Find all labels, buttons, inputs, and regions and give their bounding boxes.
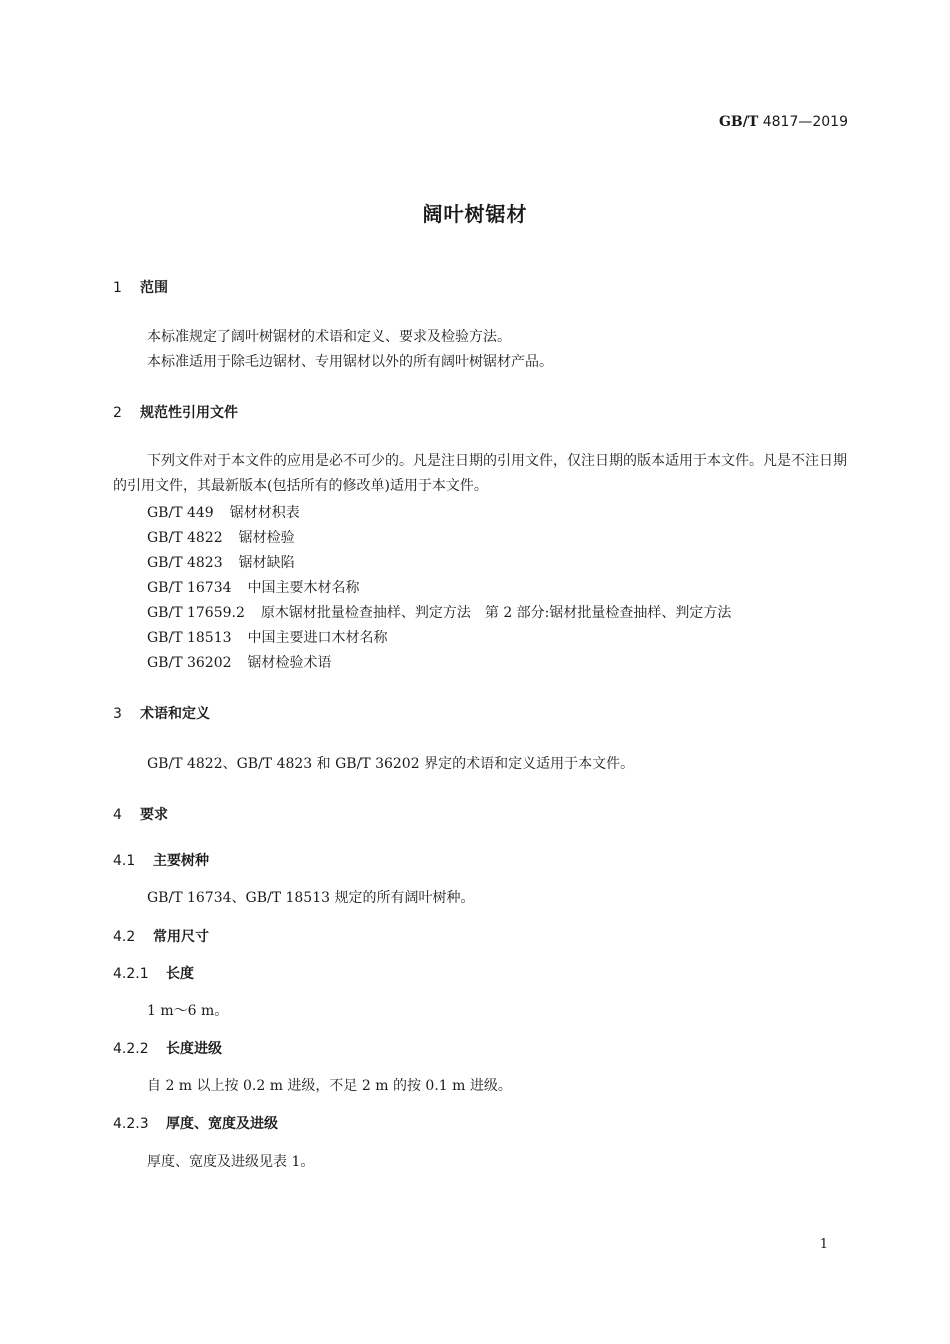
reference-item: [147, 602, 731, 622]
subsection-4-2-heading: [113, 926, 209, 946]
reference-code: GB/T 449: [147, 505, 214, 521]
reference-item: [147, 652, 332, 672]
reference-title: 中国主要进口木材名称: [247, 630, 388, 646]
paragraph: 厚度、宽度及进级见表 1。: [147, 1154, 315, 1170]
paragraph: 本标准规定了阔叶树锯材的术语和定义、要求及检验方法。: [147, 329, 511, 345]
paragraph: GB/T 16734、GB/T 18513 规定的所有阔叶树种。: [147, 890, 475, 906]
reference-item: [147, 577, 360, 597]
reference-title: 锯材检验术语: [247, 655, 332, 671]
section-number: 4.2.3: [113, 1116, 149, 1132]
reference-title: 锯材缺陷: [238, 555, 295, 571]
subsection-4-2-1-heading: [113, 963, 194, 983]
section-3-heading: [113, 703, 210, 723]
reference-item: [147, 552, 295, 572]
standard-prefix: GB/T: [718, 114, 759, 130]
section-2-heading: [113, 402, 238, 422]
section-number: 4.2.2: [113, 1041, 149, 1057]
standard-code: [600, 114, 848, 130]
reference-code: GB/T 4823: [147, 555, 223, 571]
section-number: 4: [113, 807, 122, 823]
section-title: 术语和定义: [140, 706, 210, 722]
section-4-heading: [113, 804, 168, 824]
section-title: 长度进级: [166, 1041, 222, 1057]
section-title: 主要树种: [153, 853, 209, 869]
section-title: 规范性引用文件: [140, 405, 238, 421]
section-number: 4.2.1: [113, 966, 149, 982]
reference-code: GB/T 4822: [147, 530, 223, 546]
section-number: 2: [113, 405, 122, 421]
page-number: 1: [819, 1237, 828, 1252]
reference-code: GB/T 17659.2: [147, 605, 245, 621]
reference-code: GB/T 16734: [147, 580, 232, 596]
reference-title: 中国主要木材名称: [247, 580, 360, 596]
paragraph: 本标准适用于除毛边锯材、专用锯材以外的所有阔叶树锯材产品。: [147, 354, 553, 370]
section-title: 长度: [166, 966, 194, 982]
subsection-4-1-heading: [113, 850, 209, 870]
section-number: 4.2: [113, 929, 136, 945]
section-number: 4.1: [113, 853, 136, 869]
paragraph: 1 m～6 m。: [147, 1003, 229, 1019]
reference-item: [147, 527, 295, 547]
section-title: 常用尺寸: [153, 929, 209, 945]
standard-number: 4817—2019: [762, 114, 848, 130]
document-title: 阔叶树锯材: [422, 202, 528, 226]
section-title: 厚度、宽度及进级: [166, 1116, 278, 1132]
reference-title: 锯材材积表: [229, 505, 300, 521]
reference-code: GB/T 18513: [147, 630, 232, 646]
intro-paragraph: 下列文件对于本文件的应用是必不可少的。凡是注日期的引用文件，仅注日期的版本适用于本文件。凡是不注日期的引用文件，其最新版本(包括所有的修改单)适用于本文件。: [113, 453, 847, 494]
section-number: 3: [113, 706, 122, 722]
reference-title: 锯材检验: [238, 530, 295, 546]
subsection-4-2-2-heading: [113, 1038, 222, 1058]
section-title: 要求: [140, 807, 168, 823]
reference-item: [147, 627, 388, 647]
section-title: 范围: [140, 280, 168, 296]
paragraph: GB/T 4822、GB/T 4823 和 GB/T 36202 界定的术语和定义适用于本文件。: [147, 756, 635, 772]
reference-code: GB/T 36202: [147, 655, 232, 671]
reference-item: [147, 502, 300, 522]
subsection-4-2-3-heading: [113, 1113, 278, 1133]
paragraph: 自 2 m 以上按 0.2 m 进级，不足 2 m 的按 0.1 m 进级。: [147, 1078, 512, 1094]
section-number: 1: [113, 280, 122, 296]
reference-title: 原木锯材批量检查抽样、判定方法 第 2 部分:锯材批量检查抽样、判定方法: [260, 605, 732, 621]
section-1-heading: [113, 277, 168, 297]
